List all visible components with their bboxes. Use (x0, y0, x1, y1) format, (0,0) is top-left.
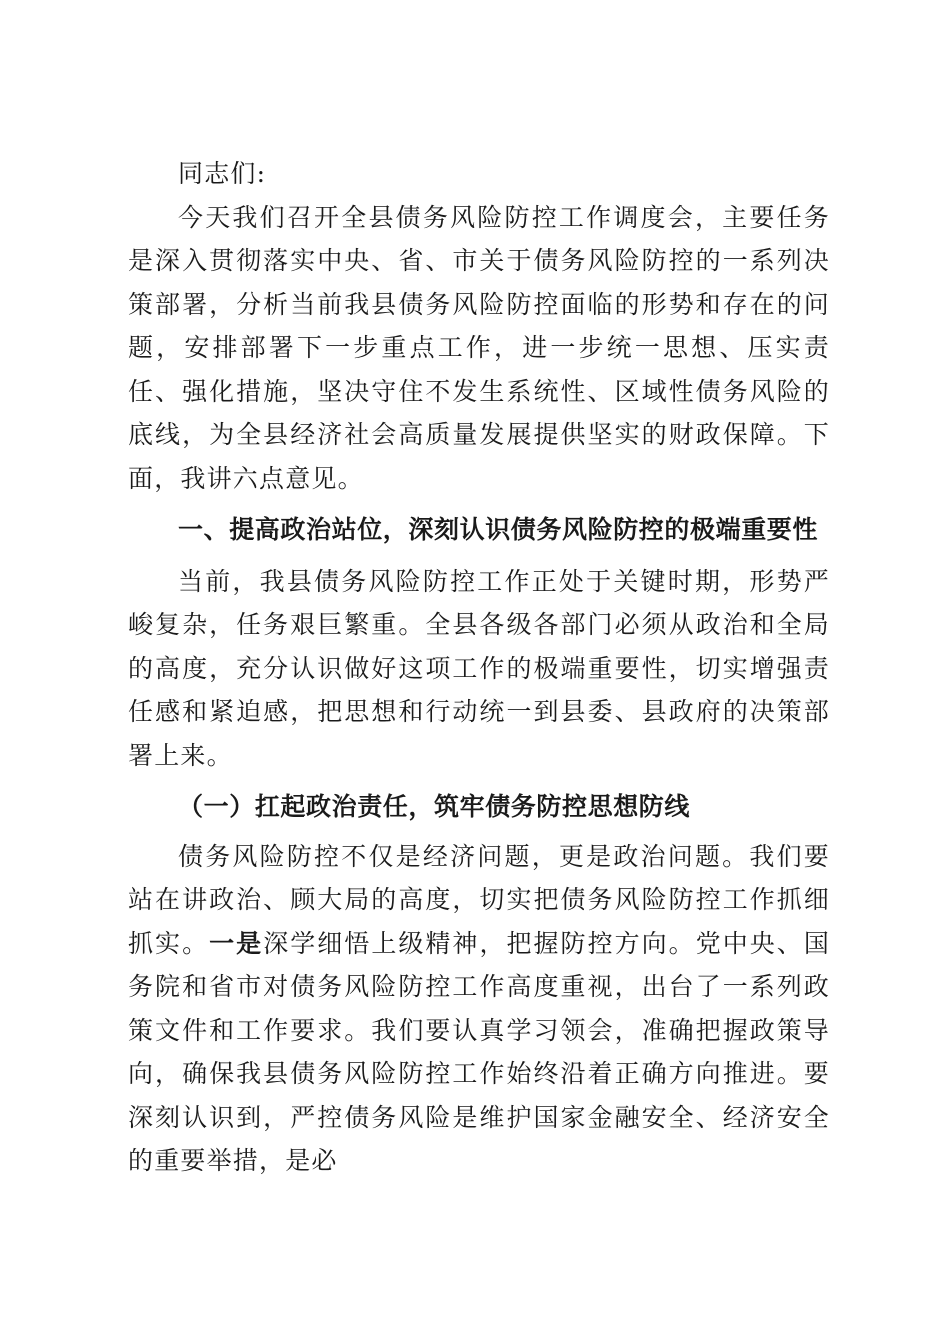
document-body (128, 152, 830, 1183)
section-1-paragraph: 当前，我县债务风险防控工作正处于关键时期，形势严峻复杂，任务艰巨繁重。全县各级各部门必须从政治和全局的高度，充分认识做好这项工作的极端重要性，切实增强责任感和紧迫感，把思想和行动统一到县委、县政府的决策部署上来。 (128, 566, 830, 770)
subsection-1-paragraph (128, 835, 830, 1183)
intro-paragraph: 今天我们召开全县债务风险防控工作调度会，主要任务是深入贯彻落实中央、省、市关于债务风险防控的一系列决策部署，分析当前我县债务风险防控面临的形势和存在的问题，安排部署下一步重点工作，进一步统一思想、压实责任、强化措施，坚决守住不发生系统性、区域性债务风险的底线，为全县经济社会高质量发展提供坚实的财政保障。下面，我讲六点意见。 (128, 202, 830, 493)
subsection-1-text-start: 债务风险防控不仅是经济问题，更是政治问题。我们要站在讲政治、顾大局的高度，切实把债务风险防控工作抓细抓实。 (128, 841, 830, 958)
subsection-1-heading: （一）扛起政治责任，筑牢债务防控思想防线 (178, 792, 691, 821)
point-one-lead: 一是 (209, 928, 264, 958)
subsection-1-text-rest: 深学细悟上级精神，把握防控方向。党中央、国务院和省市对债务风险防控工作高度重视，出台了一系列政策文件和工作要求。我们要认真学习领会，准确把握政策导向，确保我县债务风险防控工作始终沿着正确方向推进。要深刻认识到，严控债务风险是维护国家金融安全、经济安全的重要举措，是必 (128, 928, 831, 1175)
section-1-heading: 一、提高政治站位，深刻认识债务风险防控的极端重要性 (178, 515, 819, 544)
greeting: 同志们: (178, 159, 267, 188)
